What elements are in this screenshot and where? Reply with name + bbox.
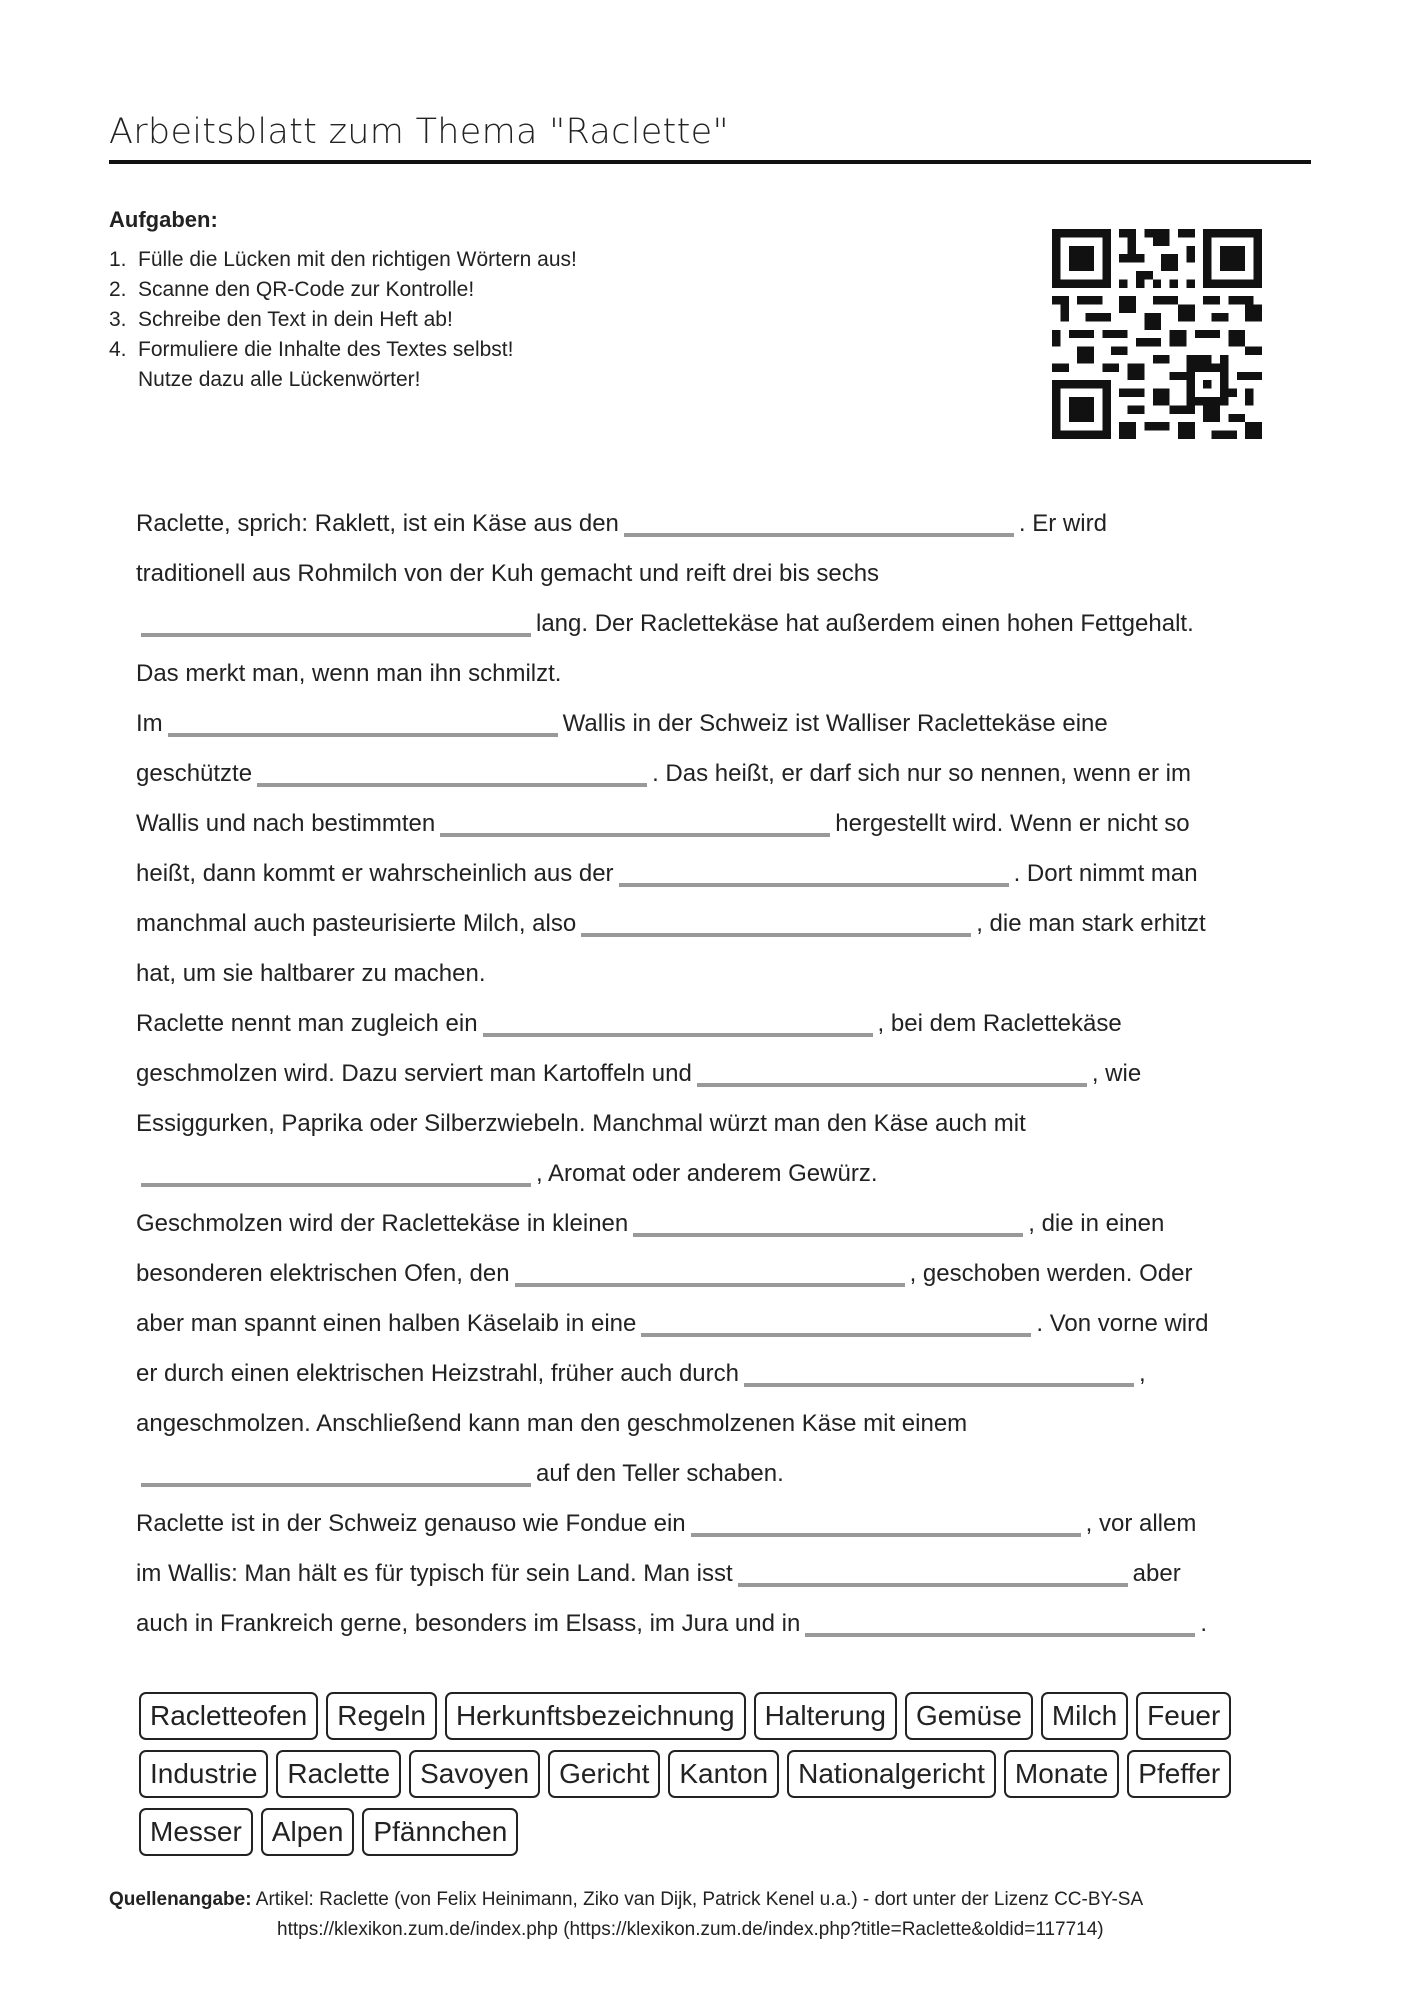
cloze-text-fragment: Essiggurken, Paprika oder Silberzwiebeln. Manchmal würzt man den Käse auch mit (136, 1110, 1026, 1137)
blank-field[interactable] (515, 1283, 905, 1287)
cloze-text-fragment: heißt, dann kommt er wahrscheinlich aus der (136, 860, 614, 887)
task-number: 1. (109, 248, 127, 271)
cloze-text-fragment: , geschoben werden. Oder (909, 1260, 1193, 1287)
cloze-text-fragment: Das merkt man, wenn man ihn schmilzt. (136, 660, 562, 687)
cloze-line (136, 1399, 1296, 1449)
blank-field[interactable] (744, 1383, 1134, 1387)
cloze-text-fragment: im Wallis: Man hält es für typisch für sein Land. Man isst (136, 1560, 733, 1587)
cloze-text-fragment: aber man spannt einen halben Käselaib in eine (136, 1310, 637, 1337)
task-item (109, 335, 577, 395)
cloze-line (136, 1049, 1296, 1099)
cloze-line (136, 1099, 1296, 1149)
cloze-text-fragment: traditionell aus Rohmilch von der Kuh gemacht und reift drei bis sechs (136, 560, 880, 587)
cloze-line (136, 1299, 1296, 1349)
cloze-line (136, 1499, 1296, 1549)
source-line-1: Artikel: Raclette (von Felix Heinimann, Ziko van Dijk, Patrick Kenel u.a.) - dort unter der Lizenz CC-BY-SA (255, 1889, 1144, 1910)
cloze-text-fragment: , die in einen (1028, 1210, 1165, 1237)
cloze-text-fragment: . (1200, 1610, 1207, 1637)
task-item (109, 275, 577, 305)
cloze-text-fragment: manchmal auch pasteurisierte Milch, also (136, 910, 577, 937)
cloze-line (136, 1599, 1296, 1649)
cloze-line (136, 549, 1296, 599)
cloze-line (136, 799, 1296, 849)
task-subtext: Nutze dazu alle Lückenwörter! (138, 368, 421, 391)
blank-field[interactable] (697, 1083, 1087, 1087)
source-line-2: https://klexikon.zum.de/index.php (https://klexikon.zum.de/index.php?title=Raclette&oldid=117714) (277, 1919, 1104, 1940)
blank-field[interactable] (168, 733, 558, 737)
word-chip[interactable]: Regeln (326, 1692, 437, 1740)
word-chip[interactable]: Kanton (668, 1750, 779, 1798)
word-chip[interactable]: Alpen (261, 1808, 355, 1856)
cloze-text-fragment: geschmolzen wird. Dazu serviert man Kartoffeln und (136, 1060, 692, 1087)
blank-field[interactable] (805, 1633, 1195, 1637)
word-bank-row (139, 1750, 1289, 1798)
cloze-text-fragment: . Dort nimmt man (1013, 860, 1198, 887)
task-item (109, 305, 577, 335)
blank-field[interactable] (738, 1583, 1128, 1587)
cloze-text-fragment: geschützte (136, 760, 253, 787)
cloze-line (136, 999, 1296, 1049)
task-item (109, 245, 577, 275)
cloze-text-fragment: , Aromat oder anderem Gewürz. (536, 1160, 878, 1187)
cloze-text-fragment: Geschmolzen wird der Raclettekäse in kleinen (136, 1210, 629, 1237)
blank-field[interactable] (440, 833, 830, 837)
cloze-line (136, 649, 1296, 699)
cloze-text-fragment: lang. Der Raclettekäse hat außerdem einen hohen Fettgehalt. (536, 610, 1194, 637)
word-chip[interactable]: Feuer (1136, 1692, 1231, 1740)
cloze-text-fragment: , bei dem Raclettekäse (877, 1010, 1122, 1037)
source-label: Quellenangabe: (109, 1889, 252, 1910)
blank-field[interactable] (483, 1033, 873, 1037)
cloze-text-fragment: Im (136, 710, 163, 737)
tasks-heading: Aufgaben: (109, 207, 218, 232)
cloze-line (136, 1549, 1296, 1599)
blank-field[interactable] (624, 533, 1014, 537)
title-underline (109, 160, 1311, 164)
cloze-line (136, 949, 1296, 999)
word-chip[interactable]: Halterung (754, 1692, 897, 1740)
cloze-line (136, 1149, 1296, 1199)
cloze-text-fragment: auf den Teller schaben. (536, 1460, 784, 1487)
blank-field[interactable] (581, 933, 971, 937)
word-chip[interactable]: Gericht (548, 1750, 660, 1798)
word-chip[interactable]: Pfeffer (1127, 1750, 1231, 1798)
blank-field[interactable] (257, 783, 647, 787)
task-text: Scanne den QR-Code zur Kontrolle! (138, 278, 475, 301)
source-citation (109, 1885, 1143, 1945)
cloze-line (136, 1199, 1296, 1249)
cloze-text-fragment: besonderen elektrischen Ofen, den (136, 1260, 510, 1287)
cloze-line (136, 849, 1296, 899)
word-chip[interactable]: Pfännchen (362, 1808, 518, 1856)
blank-field[interactable] (633, 1233, 1023, 1237)
blank-field[interactable] (141, 1183, 531, 1187)
cloze-text-fragment: hergestellt wird. Wenn er nicht so (835, 810, 1190, 837)
word-bank-row (139, 1808, 1289, 1856)
cloze-text-fragment: Raclette ist in der Schweiz genauso wie Fondue ein (136, 1510, 686, 1537)
cloze-text-fragment: Wallis und nach bestimmten (136, 810, 436, 837)
cloze-text-fragment: angeschmolzen. Anschließend kann man den geschmolzenen Käse mit einem (136, 1410, 968, 1437)
word-chip[interactable]: Savoyen (409, 1750, 540, 1798)
cloze-line (136, 499, 1296, 549)
cloze-text-fragment: , (1138, 1360, 1146, 1387)
qr-code-icon[interactable] (1052, 229, 1262, 439)
word-bank (139, 1692, 1289, 1866)
cloze-text-fragment: er durch einen elektrischen Heizstrahl, früher auch durch (136, 1360, 739, 1387)
task-number: 3. (109, 308, 127, 331)
word-chip[interactable]: Monate (1004, 1750, 1119, 1798)
cloze-text-fragment: , vor allem (1085, 1510, 1197, 1537)
cloze-text-fragment: . Von vorne wird (1036, 1310, 1209, 1337)
task-list (109, 245, 577, 395)
task-text: Schreibe den Text in dein Heft ab! (138, 308, 453, 331)
cloze-text-fragment: , die man stark erhitzt (976, 910, 1206, 937)
cloze-line (136, 599, 1296, 649)
blank-field[interactable] (691, 1533, 1081, 1537)
word-chip[interactable]: Nationalgericht (787, 1750, 996, 1798)
word-chip[interactable]: Messer (139, 1808, 253, 1856)
word-chip[interactable]: Gemüse (905, 1692, 1033, 1740)
task-text: Formuliere die Inhalte des Textes selbst! (138, 338, 514, 361)
word-bank-row (139, 1692, 1289, 1740)
blank-field[interactable] (641, 1333, 1031, 1337)
cloze-line (136, 749, 1296, 799)
task-number: 2. (109, 278, 127, 301)
cloze-text-fragment: Wallis in der Schweiz ist Walliser Raclettekäse eine (562, 710, 1108, 737)
cloze-text-fragment: Raclette nennt man zugleich ein (136, 1010, 478, 1037)
blank-field[interactable] (141, 633, 531, 637)
cloze-line (136, 899, 1296, 949)
cloze-line (136, 699, 1296, 749)
cloze-text-fragment: . Er wird (1018, 510, 1107, 537)
cloze-text-fragment: hat, um sie haltbarer zu machen. (136, 960, 486, 987)
blank-field[interactable] (141, 1483, 531, 1487)
cloze-text-fragment: , wie (1091, 1060, 1142, 1087)
cloze-line (136, 1349, 1296, 1399)
cloze-line (136, 1449, 1296, 1499)
word-chip[interactable]: Herkunftsbezeichnung (445, 1692, 746, 1740)
word-chip[interactable]: Raclette (276, 1750, 401, 1798)
cloze-line (136, 1249, 1296, 1299)
cloze-text-fragment: auch in Frankreich gerne, besonders im Elsass, im Jura und in (136, 1610, 801, 1637)
word-chip[interactable]: Racletteofen (139, 1692, 318, 1740)
cloze-text-fragment: aber (1132, 1560, 1181, 1587)
cloze-text (136, 499, 1296, 1649)
task-text: Fülle die Lücken mit den richtigen Wörtern aus! (138, 248, 577, 271)
page-title: Arbeitsblatt zum Thema "Raclette" (109, 112, 729, 152)
word-chip[interactable]: Industrie (139, 1750, 268, 1798)
word-chip[interactable]: Milch (1041, 1692, 1128, 1740)
cloze-text-fragment: . Das heißt, er darf sich nur so nennen, wenn er im (652, 760, 1191, 787)
cloze-text-fragment: Raclette, sprich: Raklett, ist ein Käse aus den (136, 510, 619, 537)
task-number: 4. (109, 338, 127, 361)
blank-field[interactable] (619, 883, 1009, 887)
